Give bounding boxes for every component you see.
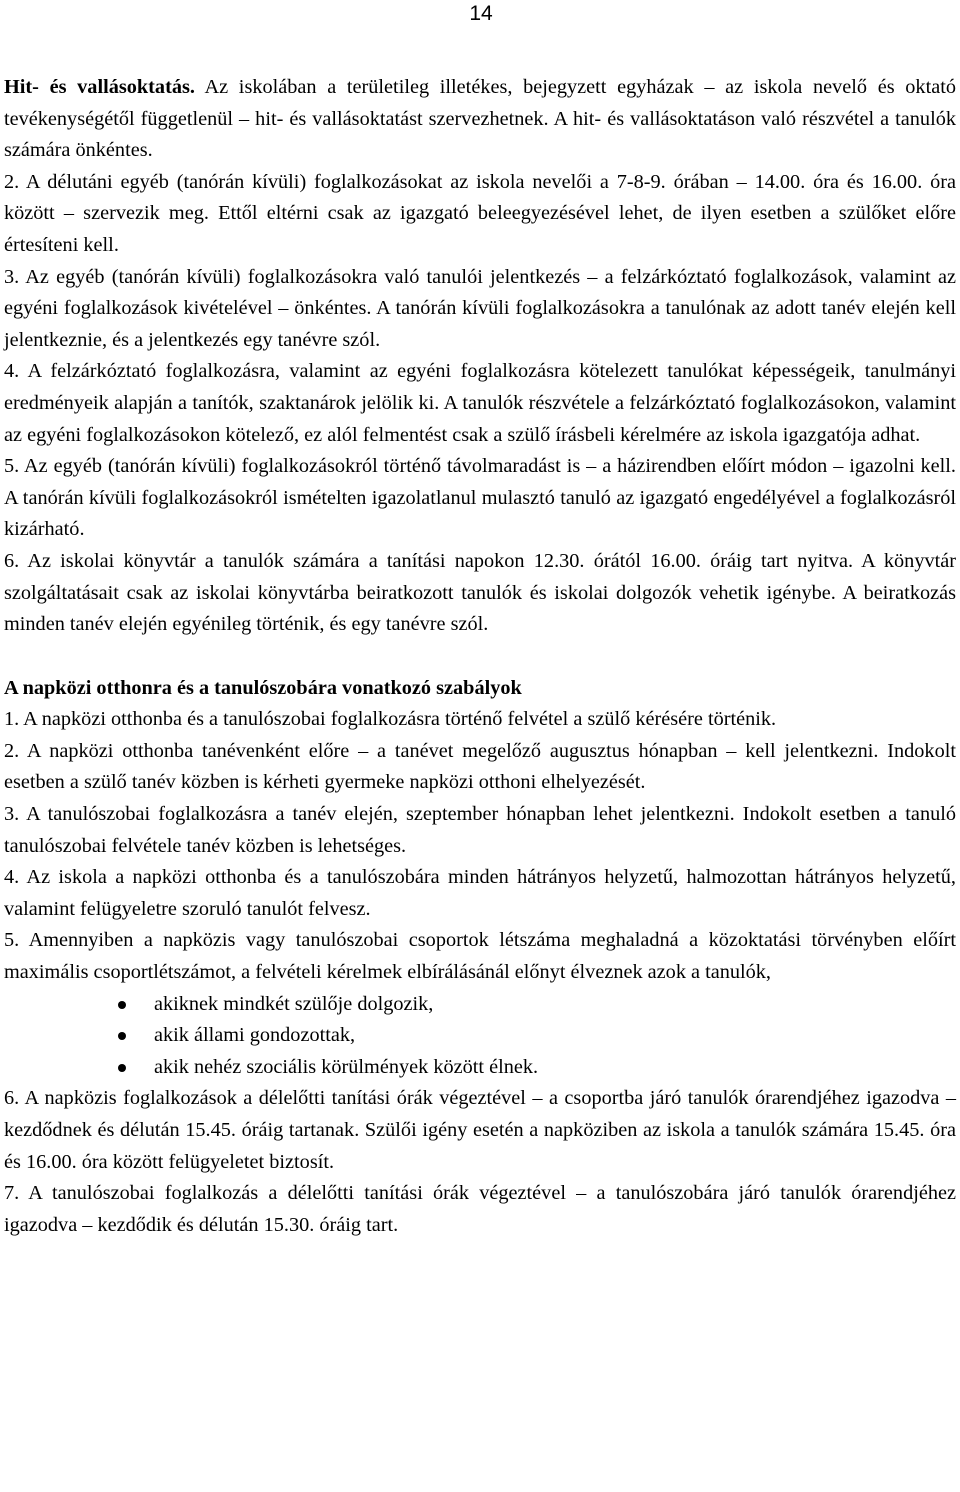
bullet-icon [118,1001,126,1009]
bullet-text: akik nehéz szociális körülmények között élnek. [154,1055,539,1078]
section-heading: A napközi otthonra és a tanulószobára vonatkozó szabályok [4,676,522,699]
bullet-item [4,1052,956,1084]
bullet-list [4,989,956,1084]
intro-title: Hit- és vallásoktatás. [4,76,195,98]
paragraph: 2. A délutáni egyéb (tanórán kívüli) foglalkozásokat az iskola nevelői a 7-8-9. órában – 14.00. óra és 16.00. óra között – szervezik meg. Ettől eltérni csak az igazgató beleegyezésével lehet, de ilyen esetben a szülőket előre értesíteni kell. [4,170,956,256]
paragraph: 7. A tanulószobai foglalkozás a délelőtti tanítási órák végeztével – a tanulószobára járó tanulók órarendjéhez igazodva – kezdődik és délután 15.30. óráig tart. [4,1182,956,1236]
intro-text: Az iskolában a területileg illetékes, bejegyzett egyházak – az iskola nevelő és oktató tevékenységétől függetlenül – hit- és vallásoktatást szervezhetnek. A hit- és vallásoktatáson való részvétel a tanulók számára önkéntes. [4,76,956,162]
intro-paragraph [4,72,956,167]
paragraph: 3. Az egyéb (tanórán kívüli) foglalkozásokra való tanulói jelentkezés – a felzárkóztató foglalkozások, valamint az egyéni foglalkozások kivételével – önkéntes. A tanórán kívüli foglalkozásokra a tanulónak az adott tanév elején kell jelentkeznie, és a jelentkezés egy tanévre szól. [4,265,956,351]
paragraph: 5. Amennyiben a napközis vagy tanulószobai csoportok létszáma meghaladná a közoktatási törvényben előírt maximális csoportlétszámot, a felvételi kérelmek elbírálásánál előnyt élveznek azok a tanulók, [4,929,956,984]
bullet-item [4,1020,956,1052]
paragraph: 6. A napközis foglalkozások a délelőtti tanítási órák végeztével – a csoportba járó tanulók órarendjéhez igazodva – kezdődnek és délután 15.45. óráig tartanak. Szülői igény esetén a napköziben az iskola a tanulók számára 15.45. óra és 16.00. óra között felügyeletet biztosít. [4,1087,956,1173]
paragraph: 5. Az egyéb (tanórán kívüli) foglalkozásokról történő távolmaradást is – a házirendben előírt módon – igazolni kell. A tanórán kívüli foglalkozásokról ismételten igazolatlanul mulasztó tanuló az igazgató engedélyével a foglalkozásról kizárható. [4,455,956,541]
bullet-icon [118,1064,126,1072]
bullet-item [4,989,956,1021]
bullet-text: akiknek mindkét szülője dolgozik, [154,992,434,1015]
paragraph: 6. Az iskolai könyvtár a tanulók számára a tanítási napokon 12.30. órától 16.00. óráig tart nyitva. A könyvtár szolgáltatásait csak az iskolai könyvtárba beiratkozott tanulók és iskolai dolgozók vehetik igénybe. A beiratkozás minden tanév elején egyénileg történik, és egy tanévre szól. [4,549,956,636]
paragraph: 2. A napközi otthonba tanévenként előre – a tanévet megelőző augusztus hónapban – kell jelentkezni. Indokolt esetben a szülő tanév közben is kérheti gyermeke napközi otthoni elhelyezését. [4,739,956,794]
paragraph: 4. A felzárkóztató foglalkozásra, valamint az egyéni foglalkozásra kötelezett tanulókat képességeik, tanulmányi eredményeik alapján a tanítók, szaktanárok jelölik ki. A tanulók részvétele a felzárkóztató foglalkozásokon, valamint az egyéni foglalkozásokon kötelező, ez alól felmentést csak a szülő írásbeli kérelmére az iskola igazgatója adhat. [4,360,956,446]
paragraph: 4. Az iskola a napközi otthonba és a tanulószobára minden hátrányos helyzetű, halmozottan hátrányos helyzetű, valamint felügyeletre szoruló tanulót felvesz. [4,866,956,920]
paragraph: 1. A napközi otthonba és a tanulószobai foglalkozásra történő felvétel a szülő kérésére történik. [4,708,777,731]
paragraph: 3. A tanulószobai foglalkozásra a tanév elején, szeptember hónapban lehet jelentkezni. Indokolt esetben a tanuló tanulószobai felvétele tanév közben is lehetséges. [4,803,956,857]
bullet-icon [118,1032,126,1040]
page-body [4,72,956,1241]
bullet-text: akik állami gondozottak, [154,1024,356,1047]
page-number: 14 [469,2,493,25]
